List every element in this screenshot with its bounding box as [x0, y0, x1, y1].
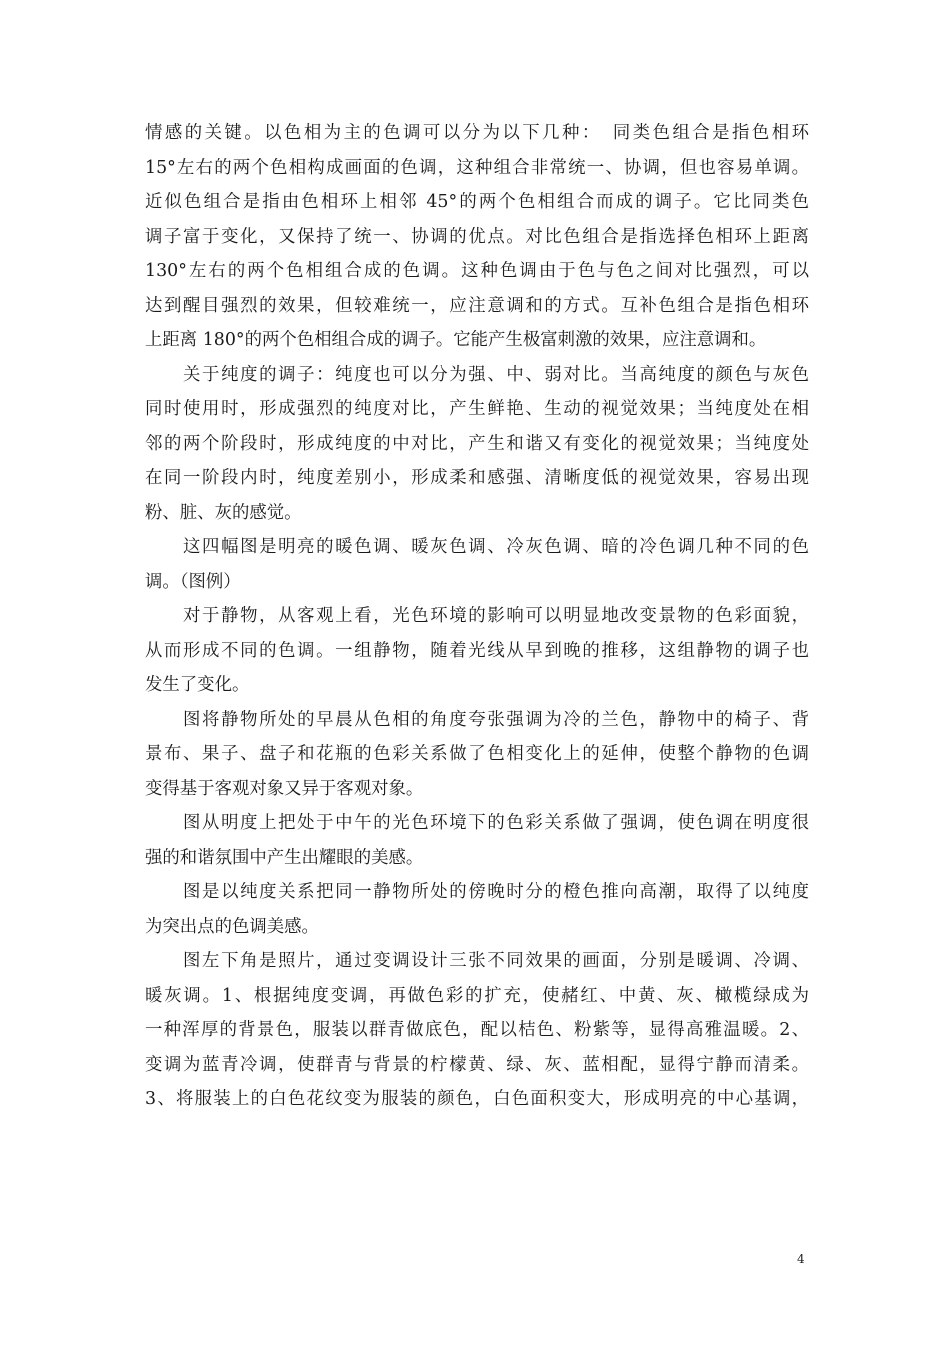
- text-line: 图是以纯度关系把同一静物所处的傍晚时分的橙色推向高潮，取得了以纯度: [145, 882, 809, 902]
- text-line: 强的和谐氛围中产生出耀眼的美感。: [145, 847, 424, 868]
- text-line: 发生了变化。: [145, 675, 250, 695]
- text-line: 130°左右的两个色相组合成的色调。这种色调由于色与色之间对比强烈，可以: [145, 261, 809, 281]
- text-line: 邻的两个阶段时，形成纯度的中对比，产生和谐又有变化的视觉效果；当纯度处: [145, 433, 809, 454]
- text-line: 图左下角是照片，通过变调设计三张不同效果的画面，分别是暖调、冷调、: [145, 951, 809, 971]
- text-line: 变得基于客观对象又异于客观对象。: [145, 778, 424, 799]
- text-line: 图将静物所处的早晨从色相的角度夸张强调为冷的兰色，静物中的椅子、背: [145, 709, 809, 730]
- page-number: 4: [797, 1252, 805, 1266]
- text-line: 上距离 180°的两个色相组合成的调子。它能产生极富刺激的效果，应注意调和。: [145, 330, 767, 350]
- text-line: 达到醒目强烈的效果，但较难统一，应注意调和的方式。互补色组合是指色相环: [145, 295, 809, 316]
- text-line: 变调为蓝青冷调，使群青与背景的柠檬黄、绿、灰、蓝相配，显得宁静而清柔。: [145, 1054, 809, 1075]
- text-line: 近似色组合是指由色相环上相邻 45°的两个色相组合而成的调子。它比同类色: [145, 192, 809, 212]
- text-line: 3、将服装上的白色花纹变为服装的颜色，白色面积变大，形成明亮的中心基调，: [145, 1089, 809, 1109]
- body-text: [145, 116, 809, 1117]
- text-line: 对于静物，从客观上看，光色环境的影响可以明显地改变景物的色彩面貌，: [145, 606, 809, 626]
- text-line: 为突出点的色调美感。: [145, 916, 319, 937]
- text-line: 调子富于变化，又保持了统一、协调的优点。对比色组合是指选择色相环上距离: [145, 226, 809, 247]
- text-line: 这四幅图是明亮的暖色调、暖灰色调、冷灰色调、暗的冷色调几种不同的色: [145, 537, 809, 557]
- text-line: 关于纯度的调子：纯度也可以分为强、中、弱对比。当高纯度的颜色与灰色: [145, 364, 809, 385]
- text-line: 从而形成不同的色调。一组静物，随着光线从早到晚的推移，这组静物的调子也: [145, 640, 809, 661]
- text-line: 暖灰调。1、根据纯度变调，再做色彩的扩充，使赭红、中黄、灰、橄榄绿成为: [145, 985, 809, 1006]
- text-line: 同时使用时，形成强烈的纯度对比，产生鲜艳、生动的视觉效果；当纯度处在相: [145, 399, 809, 419]
- text-line: 一种浑厚的背景色，服装以群青做底色，配以桔色、粉紫等，显得高雅温暖。2、: [145, 1020, 809, 1040]
- text-line: 在同一阶段内时，纯度差别小，形成柔和感强、清晰度低的视觉效果，容易出现: [145, 468, 809, 488]
- text-line: 情感的关键。以色相为主的色调可以分为以下几种： 同类色组合是指色相环: [145, 123, 809, 143]
- text-line: 粉、脏、灰的感觉。: [145, 502, 302, 523]
- text-line: 15°左右的两个色相构成画面的色调，这种组合非常统一、协调，但也容易单调。: [145, 157, 809, 178]
- text-line: 调。（图例）: [145, 571, 241, 592]
- text-line: 图从明度上把处于中午的光色环境下的色彩关系做了强调，使色调在明度很: [145, 813, 809, 833]
- text-line: 景布、果子、盘子和花瓶的色彩关系做了色相变化上的延伸，使整个静物的色调: [145, 744, 809, 764]
